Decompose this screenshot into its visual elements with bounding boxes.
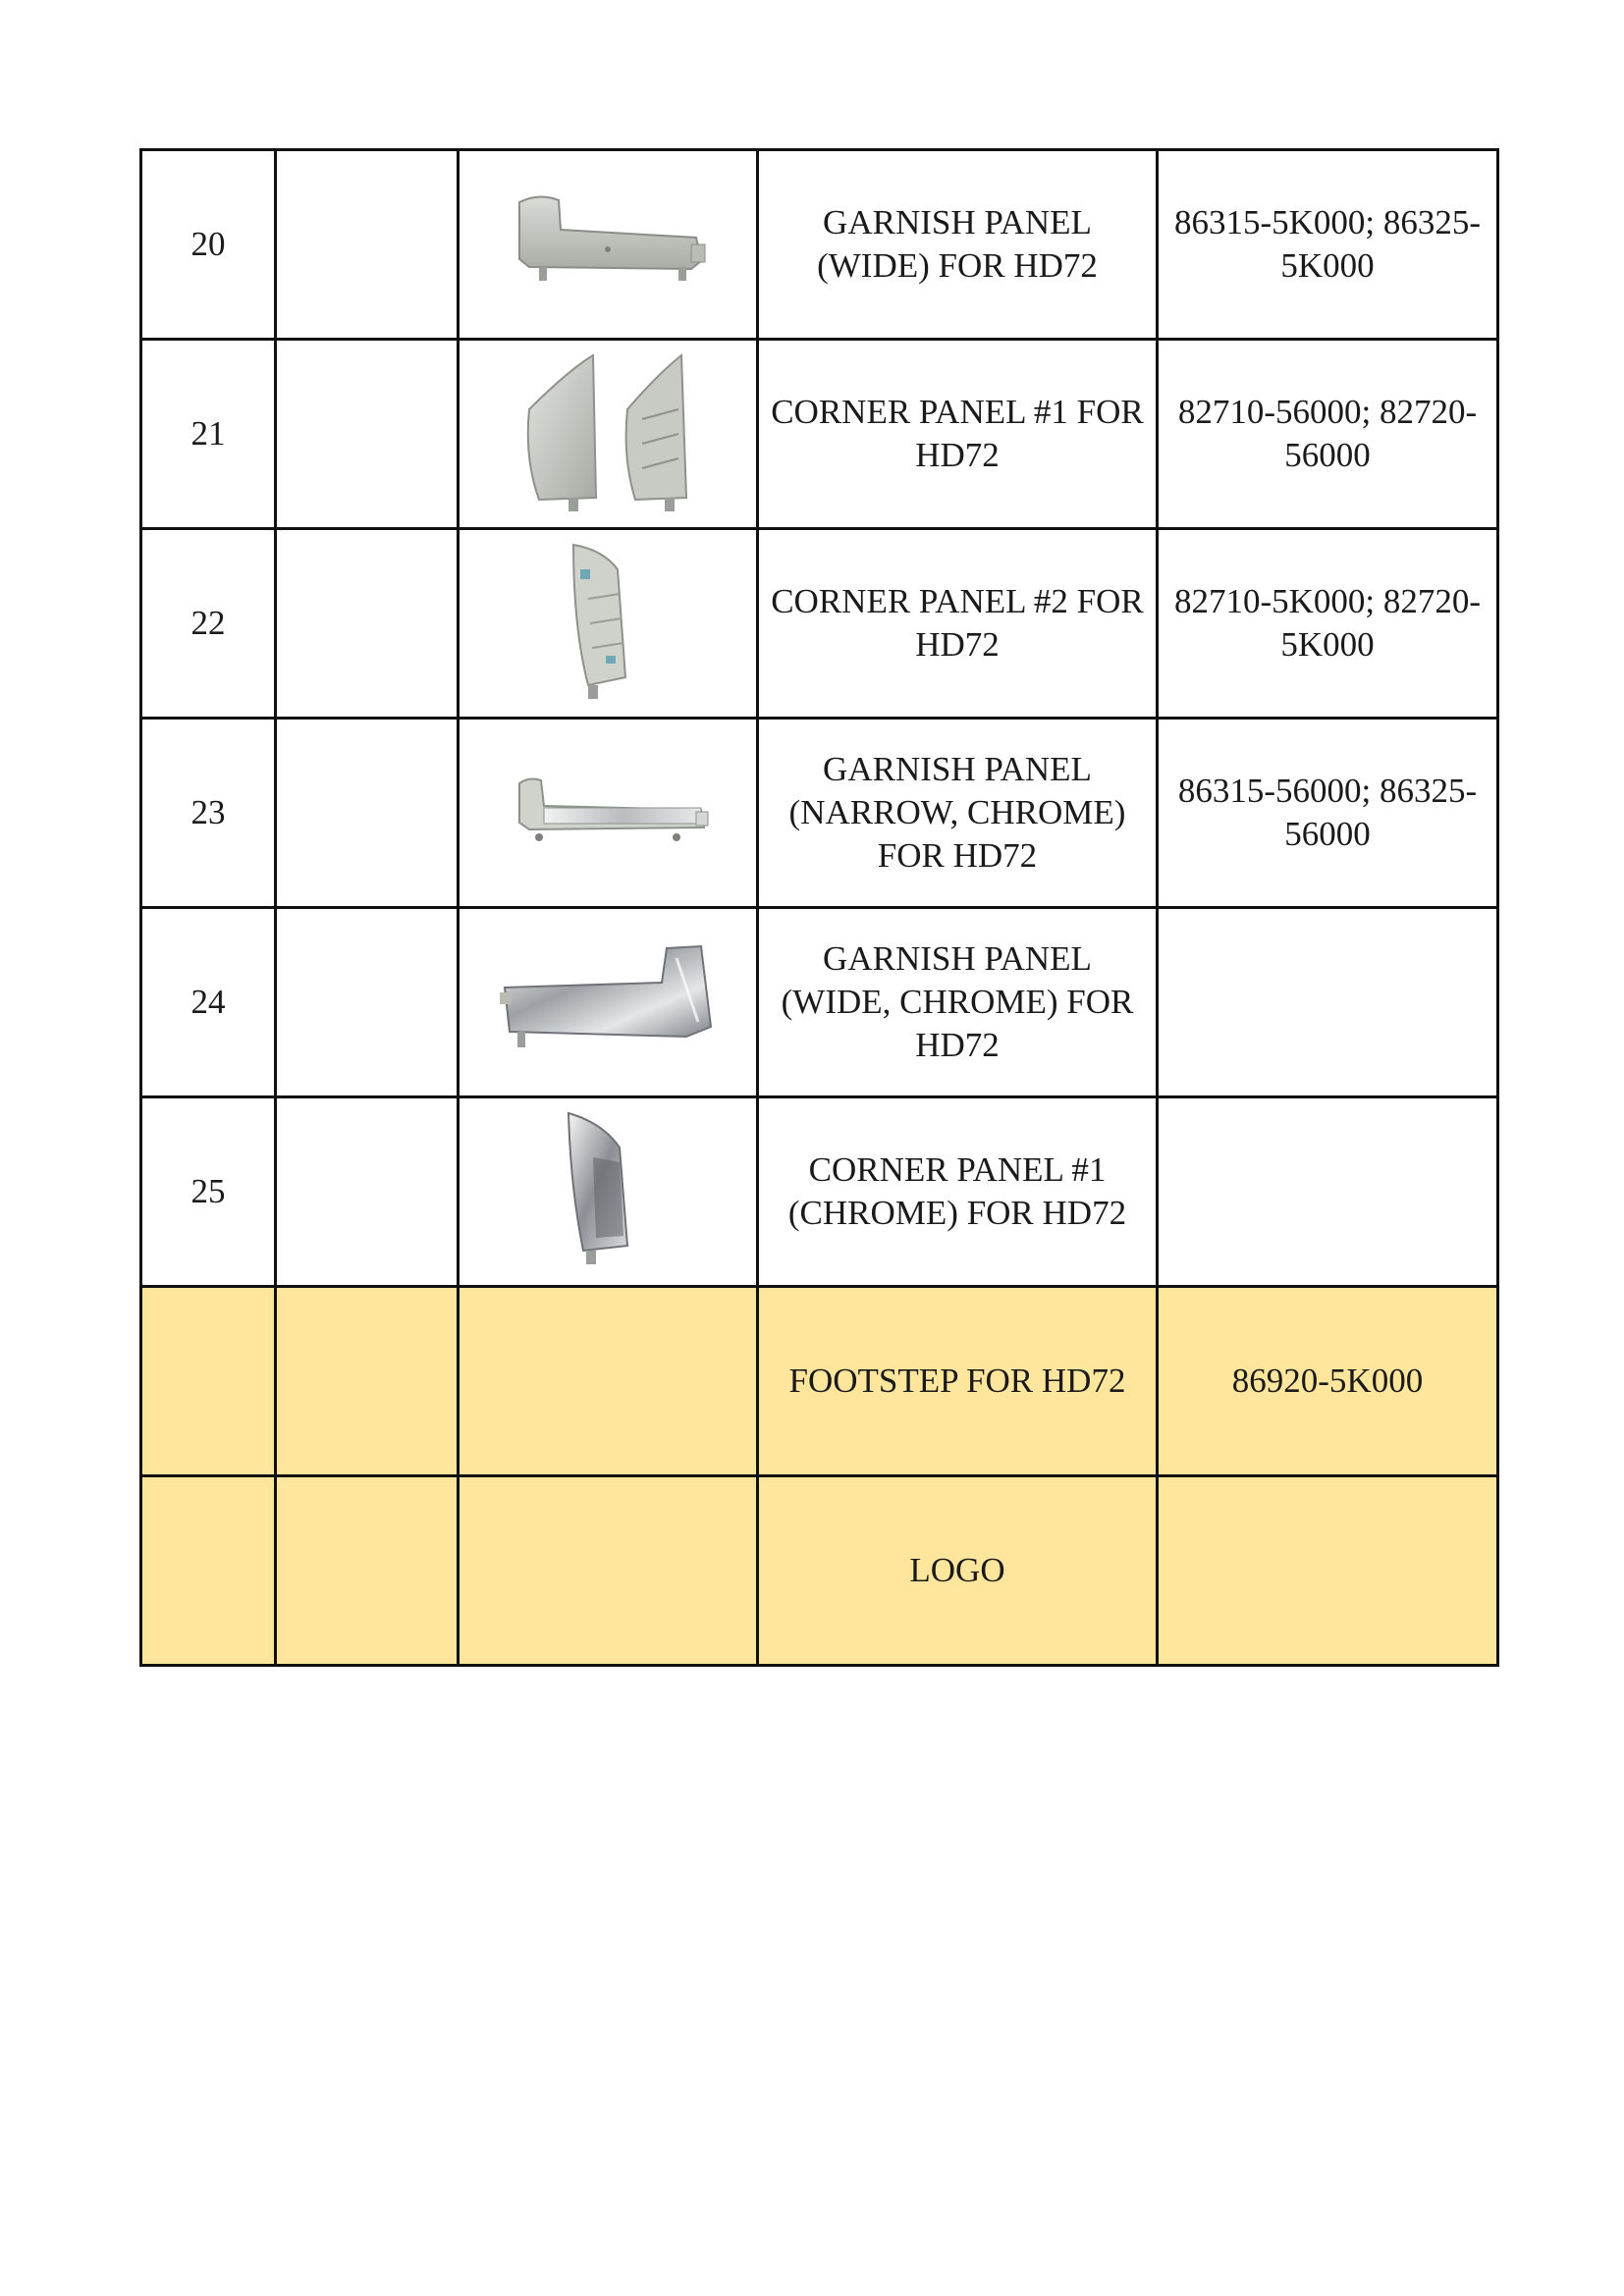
product-image-cell: [459, 150, 758, 340]
description-cell: [758, 340, 1158, 529]
row-number-cell: [141, 340, 276, 529]
product-image-cell: [459, 340, 758, 529]
empty-cell: [276, 340, 459, 529]
table-row: [141, 340, 1498, 529]
row-number: 20: [190, 225, 226, 263]
part-numbers: 86920-5K000: [1231, 1362, 1424, 1400]
part-numbers: 86315-56000; 86325-56000: [1177, 772, 1478, 853]
description: CORNER PANEL #2 FOR HD72: [771, 582, 1144, 664]
description-cell: [758, 908, 1158, 1097]
table-row: [141, 1287, 1498, 1476]
description-cell: [758, 719, 1158, 908]
product-image-cell: [459, 529, 758, 719]
row-number: 24: [190, 983, 226, 1021]
description: FOOTSTEP FOR HD72: [788, 1362, 1126, 1400]
corner-panel-pair-photo: [510, 350, 706, 517]
part-number-cell: [1158, 719, 1498, 908]
garnish-panel-narrow-chrome-photo: [500, 769, 716, 857]
part-numbers: 82710-5K000; 82720-5K000: [1173, 582, 1482, 664]
part-number-cell: [1158, 908, 1498, 1097]
part-number-cell: [1158, 150, 1498, 340]
description-cell: [758, 1097, 1158, 1287]
part-numbers: 82710-56000; 82720-56000: [1177, 393, 1478, 474]
product-image-cell: [459, 1097, 758, 1287]
row-number: 25: [190, 1172, 226, 1210]
description-cell: [758, 150, 1158, 340]
corner-panel-2-photo: [549, 540, 667, 707]
description: GARNISH PANEL (NARROW, CHROME) FOR HD72: [788, 750, 1126, 875]
corner-panel-chrome-photo: [549, 1108, 667, 1275]
row-number: 23: [190, 793, 226, 831]
row-number-cell: [141, 1097, 276, 1287]
row-number-cell: [141, 529, 276, 719]
description: GARNISH PANEL (WIDE, CHROME) FOR HD72: [781, 939, 1134, 1064]
part-number-cell: [1158, 1287, 1498, 1476]
garnish-panel-wide-photo: [500, 190, 716, 298]
description-cell: [758, 529, 1158, 719]
description: GARNISH PANEL (WIDE) FOR HD72: [817, 203, 1098, 285]
row-number: 21: [190, 414, 226, 453]
product-image-cell: [459, 719, 758, 908]
description: CORNER PANEL #1 FOR HD72: [771, 393, 1144, 474]
table-row: [141, 150, 1498, 340]
empty-cell: [276, 719, 459, 908]
table-row: [141, 1097, 1498, 1287]
product-image-cell: [459, 908, 758, 1097]
row-number-cell: [141, 1476, 276, 1666]
garnish-panel-wide-chrome-photo: [490, 938, 726, 1066]
description: CORNER PANEL #1 (CHROME) FOR HD72: [787, 1150, 1127, 1232]
part-number-cell: [1158, 340, 1498, 529]
table-row: [141, 719, 1498, 908]
empty-cell: [276, 1476, 459, 1666]
row-number-cell: [141, 908, 276, 1097]
table-row: [141, 908, 1498, 1097]
empty-cell: [276, 529, 459, 719]
empty-cell: [276, 1287, 459, 1476]
empty-cell: [276, 1097, 459, 1287]
description: LOGO: [909, 1551, 1005, 1589]
part-numbers: 86315-5K000; 86325-5K000: [1173, 203, 1482, 285]
empty-cell: [276, 150, 459, 340]
row-number-cell: [141, 719, 276, 908]
part-number-cell: [1158, 1476, 1498, 1666]
part-number-cell: [1158, 529, 1498, 719]
description-cell: [758, 1287, 1158, 1476]
product-image-cell: [459, 1476, 758, 1666]
table-row: [141, 529, 1498, 719]
part-number-cell: [1158, 1097, 1498, 1287]
row-number-cell: [141, 150, 276, 340]
row-number-cell: [141, 1287, 276, 1476]
parts-table: [139, 148, 1499, 1667]
description-cell: [758, 1476, 1158, 1666]
row-number: 22: [190, 604, 226, 642]
empty-cell: [276, 908, 459, 1097]
table-row: [141, 1476, 1498, 1666]
product-image-cell: [459, 1287, 758, 1476]
